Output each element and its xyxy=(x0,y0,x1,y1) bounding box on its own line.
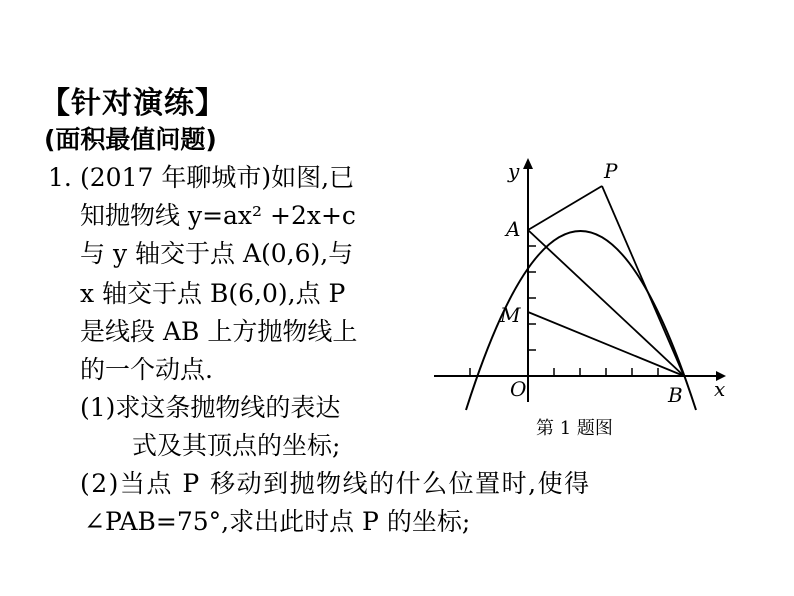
label-b: B xyxy=(668,383,683,407)
problem-number: 1. xyxy=(48,163,72,192)
x-ticks xyxy=(470,368,658,376)
label-m: M xyxy=(500,303,521,327)
problem-line-3: 与 y 轴交于点 A(0,6),与 xyxy=(80,239,354,268)
parabola-figure xyxy=(430,152,740,412)
label-x-axis: x xyxy=(714,377,726,401)
part1-line-2: 式及其顶点的坐标; xyxy=(132,431,341,460)
label-p: P xyxy=(604,159,618,183)
problem-line-6: 的一个动点. xyxy=(80,355,213,384)
label-origin: O xyxy=(510,377,527,401)
segment-ap xyxy=(528,186,602,230)
y-axis-arrow xyxy=(523,158,533,169)
label-a: A xyxy=(506,217,521,241)
part2-line-1: (2)当点 P 移动到抛物线的什么位置时,使得 xyxy=(80,469,591,498)
problem-line-5: 是线段 AB 上方抛物线上 xyxy=(80,317,358,346)
figure-caption: 第 1 题图 xyxy=(536,418,613,439)
problem-line-4: x 轴交于点 B(6,0),点 P xyxy=(80,279,346,308)
problem-line-2: 知抛物线 y=ax² +2x+c xyxy=(80,201,356,230)
segment-ab xyxy=(528,230,684,376)
part1-line-1: (1)求这条抛物线的表达 xyxy=(80,393,341,422)
part2-line-2: ∠PAB=75°,求出此时点 P 的坐标; xyxy=(84,507,471,536)
section-subheading: (面积最值问题) xyxy=(44,125,217,154)
label-y-axis: y xyxy=(508,159,520,183)
section-heading: 【针对演练】 xyxy=(40,86,226,121)
problem-line-1: (2017 年聊城市)如图,已 xyxy=(80,163,355,192)
